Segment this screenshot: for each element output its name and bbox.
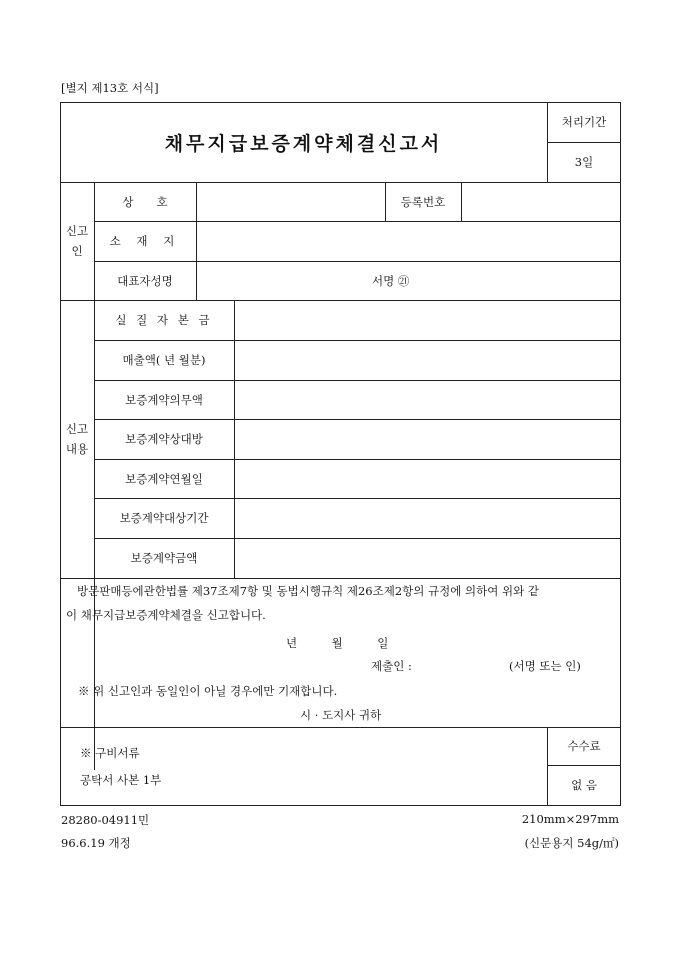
- guarantee-counterparty-field[interactable]: [234, 419, 620, 459]
- location-field[interactable]: [196, 221, 620, 261]
- location-label: 소 재 지: [109, 234, 181, 248]
- guarantee-date-field[interactable]: [234, 459, 620, 498]
- guarantee-period-field[interactable]: [234, 498, 620, 538]
- guarantee-amount-label: 보증계약금액: [130, 551, 198, 565]
- submitter-label: 제출인 :: [371, 659, 412, 673]
- processing-period-value: 3일: [574, 155, 594, 169]
- form-number: [별지 제13호 서식]: [61, 81, 159, 95]
- frame-right: [620, 102, 621, 806]
- guarantee-obligation-label: 보증계약의무액: [125, 392, 203, 407]
- submitter-signature: (서명 또는 인): [509, 659, 581, 673]
- representative-field[interactable]: [196, 261, 620, 300]
- paper-size: 210mm×297mm: [521, 812, 619, 826]
- guarantee-period-label: 보증계약대상기간: [119, 511, 209, 525]
- trade-name-field[interactable]: [196, 182, 385, 221]
- declaration-date: 년 월 일: [286, 636, 389, 650]
- fee-value: 없 음: [571, 778, 597, 792]
- paper-type: (신문용지 54g/㎡): [524, 836, 619, 850]
- guarantee-amount-field[interactable]: [234, 538, 620, 578]
- declaration-note: ※ 위 신고인과 동일인이 아닐 경우에만 기재합니다.: [78, 684, 338, 698]
- declaration-line1: 방문판매등에관한법률 제37조제7항 및 동법시행규칙 제26조제2항의 규정에 의하여 위와 같: [77, 584, 539, 598]
- signature-label: 서명 ㉑: [372, 273, 410, 288]
- sales-amount-label: 매출액( 년 월분): [122, 353, 206, 367]
- representative-label: 대표자성명: [117, 273, 173, 288]
- paid-in-capital-field[interactable]: [234, 300, 620, 340]
- frame-bottom: [60, 805, 621, 806]
- registration-number-field[interactable]: [461, 182, 620, 221]
- paid-in-capital-label: 실 질 자 본 금: [115, 313, 213, 327]
- attachments-item: 공탁서 사본 1부: [80, 773, 162, 787]
- content-section-label: 신고 내용: [65, 422, 89, 456]
- form-code: 28280-04911민: [61, 813, 150, 827]
- processing-period-label: 처리기간: [561, 115, 607, 129]
- trade-name-label: 상 호: [122, 194, 168, 209]
- sales-amount-field[interactable]: [234, 340, 620, 380]
- guarantee-counterparty-label: 보증계약상대방: [125, 432, 203, 446]
- declaration-line2: 이 채무지급보증계약체결을 신고합니다.: [66, 608, 266, 622]
- addressee: 시 · 도지사 귀하: [300, 708, 382, 722]
- reporter-section-label: 신고 인: [65, 224, 89, 258]
- fee-label: 수수료: [567, 739, 601, 753]
- registration-number-label: 등록번호: [400, 194, 446, 209]
- page-title: 채무지급보증계약체결신고서: [164, 132, 443, 155]
- attachments-label: ※ 구비서류: [80, 746, 140, 760]
- guarantee-obligation-field[interactable]: [234, 380, 620, 419]
- revision-date: 96.6.19 개정: [61, 836, 131, 850]
- guarantee-date-label: 보증계약연월일: [125, 471, 203, 486]
